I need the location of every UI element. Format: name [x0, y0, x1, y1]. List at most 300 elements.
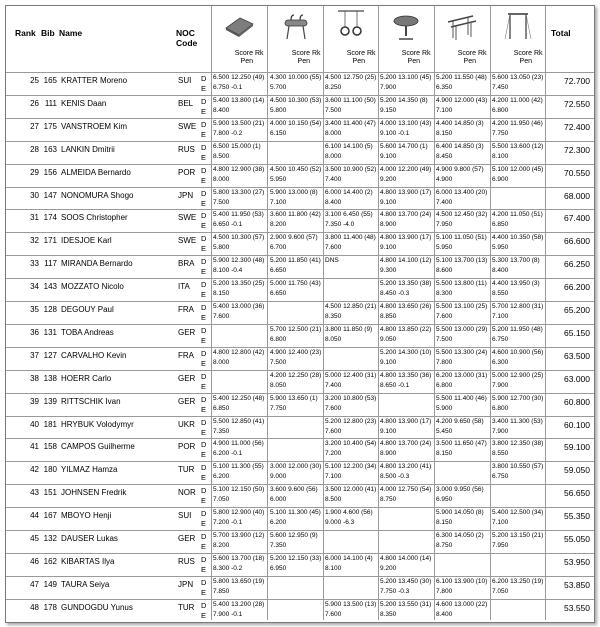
rank-cell: 40 — [30, 419, 39, 429]
noc-cell: BRA — [178, 259, 195, 269]
noc-cell: BEL — [178, 98, 194, 108]
rings-icon — [334, 8, 368, 44]
score-label: Score — [513, 50, 532, 57]
e-score-line: 9.050 — [380, 335, 397, 343]
d-score-line: 5.400 13.200 (28) — [213, 600, 265, 608]
e-score-label: E — [201, 610, 207, 620]
apparatus-score-cell — [323, 302, 378, 324]
d-score-line: 5.600 14.700 (1) — [380, 142, 428, 150]
e-score-label: E — [201, 587, 207, 597]
athlete-name: VANSTROEM Kim — [61, 121, 128, 131]
d-score-line: 5.900 13.000 (8) — [270, 188, 318, 196]
noc-cell: GER — [178, 373, 196, 383]
d-score-line: 5.400 11.950 (53) — [213, 211, 264, 219]
pommel-horse-icon — [279, 8, 313, 44]
apparatus-header — [434, 6, 489, 72]
d-score-label: D — [201, 371, 207, 381]
rank-cell: 46 — [30, 556, 39, 566]
d-score-line: 4.500 10.300 (57) — [213, 234, 265, 242]
apparatus-score-cell — [268, 119, 323, 141]
apparatus-score-cell — [378, 210, 433, 232]
apparatus-score-cell — [211, 531, 266, 553]
apparatus-score-cell — [323, 96, 378, 118]
e-score-label: E — [201, 542, 207, 551]
apparatus-score-cell — [378, 554, 433, 576]
apparatus-score-cell — [490, 96, 545, 118]
d-score-line: 5.200 13.100 (45) — [380, 74, 432, 81]
apparatus-score-cell — [434, 600, 489, 622]
apparatus-score-cell — [268, 485, 323, 507]
d-score-line: 4.800 12.900 (38) — [213, 165, 265, 173]
athlete-name: MOZZATO Nicolo — [61, 282, 124, 292]
total-score: 66.250 — [564, 259, 590, 270]
penalty-label: Pen — [407, 58, 420, 65]
e-score-line: 6.800 — [270, 335, 287, 343]
d-score-line: 3.800 12.350 (38) — [492, 440, 544, 448]
rank-cell: 41 — [30, 442, 39, 452]
d-score-label: D — [201, 440, 207, 450]
apparatus-score-cell — [378, 119, 433, 141]
d-score-line: 4.800 14.000 (14) — [380, 554, 432, 562]
apparatus-header — [490, 6, 545, 72]
d-score-line: 6.000 13.400 (20) — [436, 188, 488, 196]
apparatus-score-cell — [211, 508, 266, 530]
d-score-line: 4.200 11.050 (51) — [492, 211, 543, 219]
d-score-label: D — [201, 554, 207, 564]
penalty-label: Pen — [352, 58, 365, 65]
d-score-line: 3.500 11.650 (47) — [436, 440, 487, 448]
athlete-name: IDESJOE Karl — [61, 236, 112, 246]
table-row — [6, 507, 594, 530]
d-score-line: 3.000 12.000 (30) — [270, 463, 322, 471]
bib-cell: 111 — [44, 98, 57, 108]
e-score-label: E — [201, 450, 207, 460]
apparatus-score-cell — [268, 371, 323, 393]
e-score-label: E — [201, 473, 207, 483]
d-score-line: 4.500 10.450 (52) — [270, 165, 322, 173]
d-score-line: 5.100 12.150 (50) — [213, 486, 265, 494]
apparatus-score-cell — [490, 325, 545, 347]
e-score-line: 7.900 — [492, 381, 509, 389]
d-score-line: 5.200 12.800 (23) — [325, 417, 377, 425]
apparatus-score-cell — [490, 119, 545, 141]
d-score-label: D — [201, 188, 207, 198]
apparatus-score-cell — [490, 165, 545, 187]
d-score-label: D — [201, 280, 207, 290]
d-score-line: 4.800 13.350 (36) — [380, 371, 432, 379]
d-score-line: 5.200 14.300 (10) — [380, 348, 432, 356]
e-score-line: 7.600 — [325, 610, 342, 618]
d-score-line: 5.200 13.550 (31) — [380, 600, 432, 608]
apparatus-score-cell — [323, 325, 378, 347]
apparatus-score-cell — [268, 279, 323, 301]
apparatus-score-cell — [268, 325, 323, 347]
e-score-line: 9.100 — [380, 244, 397, 252]
rank-cell: 31 — [30, 213, 39, 223]
apparatus-score-cell — [434, 325, 489, 347]
e-score-line: 8.400 — [492, 267, 509, 275]
d-score-line: 5.900 13.500 (13) — [325, 600, 377, 608]
table-row — [6, 164, 594, 187]
results-table — [5, 5, 595, 623]
e-score-label: E — [201, 152, 207, 162]
apparatus-score-cell — [211, 233, 266, 255]
athlete-name: TAURA Seiya — [61, 579, 110, 589]
apparatus-score-cell — [211, 142, 266, 164]
apparatus-score-cell — [434, 508, 489, 530]
apparatus-score-cell — [378, 96, 433, 118]
d-score-line: 6.200 13.000 (31) — [436, 371, 488, 379]
total-score: 53.850 — [564, 579, 590, 590]
e-score-line: 8.500 — [213, 152, 230, 160]
e-score-line: 9.000 — [270, 473, 287, 481]
noc-cell: UKR — [178, 419, 195, 429]
athlete-name: JOHNSEN Fredrik — [61, 488, 127, 498]
bib-cell: 162 — [43, 556, 57, 566]
apparatus-score-cell — [434, 233, 489, 255]
apparatus-score-cell — [434, 417, 489, 439]
d-score-line: 4.000 13.100 (43) — [380, 119, 432, 127]
d-score-line: 4.800 13.900 (17) — [380, 417, 432, 425]
rank-cell: 38 — [30, 373, 39, 383]
apparatus-score-cell — [268, 577, 323, 599]
d-score-line: 2.900 9.600 (57) — [270, 234, 318, 242]
e-score-line: 6.850 — [492, 221, 509, 229]
e-score-line: 6.850 — [213, 404, 230, 412]
apparatus-score-cell — [211, 417, 266, 439]
apparatus-score-cell — [211, 210, 266, 232]
e-score-line: 7.050 — [213, 496, 230, 504]
athlete-name: DEGOUY Paul — [61, 305, 114, 314]
e-score-line: 5.800 — [213, 244, 230, 252]
apparatus-score-cell — [490, 577, 545, 599]
e-score-label: E — [201, 335, 207, 345]
e-score-line: 9.100 — [380, 198, 397, 206]
d-score-line: 6.300 14.050 (2) — [436, 532, 484, 539]
e-score-line: 8.300 -0.2 — [213, 564, 243, 572]
e-score-line: 8.900 — [380, 450, 397, 458]
d-score-line: 5.400 13.000 (36) — [213, 303, 265, 310]
noc-cell: SWE — [178, 121, 197, 131]
e-score-line: 6.950 — [270, 564, 287, 572]
apparatus-score-cell — [378, 508, 433, 530]
e-score-line: 6.650 -0.1 — [213, 221, 243, 229]
e-score-line: 7.500 — [436, 335, 453, 343]
d-score-line: 5.000 12.400 (31) — [325, 371, 377, 379]
score-label: Score — [291, 50, 310, 57]
e-score-label: E — [201, 564, 207, 574]
bib-cell: 163 — [43, 144, 57, 154]
e-score-label: E — [201, 84, 207, 93]
d-score-line: 5.100 12.200 (34) — [325, 463, 377, 471]
e-score-line: 6.650 — [270, 290, 287, 298]
rank-cell: 34 — [30, 282, 39, 292]
e-score-line: 7.100 — [270, 198, 287, 206]
d-score-line: 1.900 4.600 (56) — [325, 509, 373, 517]
d-score-line: 3.400 11.400 (47) — [325, 119, 376, 127]
d-score-label: D — [201, 325, 207, 335]
rank-label: Rk — [422, 50, 431, 57]
athlete-name: LANKIN Dmitrii — [61, 144, 115, 154]
d-score-line: 4.400 14.850 (3) — [436, 119, 484, 127]
e-score-line: 9.000 -6.3 — [325, 519, 355, 527]
rank-label: Rk — [312, 50, 321, 57]
noc-cell: GER — [178, 327, 196, 337]
rank-cell: 43 — [30, 488, 39, 498]
athlete-name: KRATTER Moreno — [61, 76, 128, 85]
e-score-line: 8.050 — [270, 381, 287, 389]
e-score-line: 9.300 — [380, 267, 397, 275]
e-score-line: 7.350 — [213, 427, 230, 435]
apparatus-score-cell — [434, 531, 489, 553]
bib-cell: 178 — [43, 602, 57, 612]
apparatus-score-cell — [490, 600, 545, 622]
apparatus-score-cell — [211, 119, 266, 141]
table-row — [6, 209, 594, 232]
e-score-line: 7.600 — [325, 244, 342, 252]
apparatus-score-cell — [268, 394, 323, 416]
d-score-line: 3.200 10.400 (54) — [325, 440, 377, 448]
apparatus-score-cell — [323, 256, 378, 278]
e-score-line: 8.400 — [325, 198, 342, 206]
noc-cell: TUR — [178, 602, 195, 612]
apparatus-header — [323, 6, 378, 72]
d-score-line: 3.800 11.850 (9) — [325, 325, 373, 333]
e-score-line: 5.450 — [436, 427, 453, 435]
d-score-line: 5.200 13.450 (30) — [380, 577, 432, 585]
e-score-line: 6.300 — [492, 358, 509, 366]
score-label: Score — [401, 50, 420, 57]
e-score-label: E — [201, 129, 207, 139]
e-score-line: 8.850 — [380, 313, 397, 320]
apparatus-score-cell — [211, 348, 266, 370]
apparatus-score-cell — [378, 577, 433, 599]
apparatus-score-cell — [323, 188, 378, 210]
noc-cell: JPN — [178, 579, 194, 589]
e-score-line: 8.300 — [436, 290, 453, 298]
rank-cell: 28 — [30, 144, 39, 154]
e-score-line: 8.550 — [492, 290, 509, 298]
apparatus-score-cell — [490, 142, 545, 164]
e-score-line: 7.850 — [213, 587, 230, 595]
total-score: 55.050 — [564, 534, 590, 544]
apparatus-score-cell — [211, 462, 266, 484]
e-score-line: 7.200 -0.1 — [213, 519, 243, 527]
apparatus-score-cell — [490, 508, 545, 530]
table-row — [6, 255, 594, 278]
apparatus-score-cell — [378, 142, 433, 164]
e-score-line: 7.500 — [270, 358, 287, 366]
apparatus-score-cell — [434, 439, 489, 461]
rank-label: Rk — [534, 50, 543, 57]
apparatus-score-cell — [378, 462, 433, 484]
e-score-label: E — [201, 519, 207, 529]
d-score-line: 5.200 11.950 (48) — [492, 325, 543, 333]
e-score-label: E — [201, 244, 207, 254]
noc-cell: JPN — [178, 190, 194, 200]
e-score-label: E — [201, 427, 207, 437]
d-score-line: DNS — [325, 257, 339, 265]
d-score-line: 5.100 12.000 (45) — [492, 165, 544, 173]
e-score-line: 6.350 — [436, 84, 453, 91]
apparatus-score-cell — [490, 279, 545, 301]
rank-cell: 29 — [30, 167, 39, 177]
apparatus-score-cell — [490, 417, 545, 439]
d-score-line: 4.900 12.400 (23) — [270, 348, 322, 356]
rank-cell: 27 — [30, 121, 39, 131]
d-score-label: D — [201, 96, 207, 106]
apparatus-score-cell — [490, 485, 545, 507]
d-score-line: 4.800 13.700 (24) — [380, 440, 432, 448]
apparatus-score-cell — [323, 119, 378, 141]
apparatus-score-cell — [323, 577, 378, 599]
noc-cell: SWE — [178, 236, 197, 246]
d-score-line: 5.900 12.700 (30) — [492, 394, 544, 402]
apparatus-score-cell — [490, 210, 545, 232]
table-row — [6, 72, 594, 95]
d-score-line: 4.500 12.750 (25) — [325, 74, 377, 81]
athlete-name: ALMEIDA Bernardo — [61, 167, 131, 177]
d-score-line: 5.500 13.000 (29) — [436, 325, 488, 333]
table-row — [6, 324, 594, 347]
noc-cell: RUS — [178, 144, 195, 154]
apparatus-score-cell — [268, 439, 323, 461]
rank-cell: 39 — [30, 396, 39, 406]
table-row — [6, 141, 594, 164]
d-score-label: D — [201, 74, 207, 83]
table-row — [6, 553, 594, 576]
apparatus-score-cell — [378, 531, 433, 553]
apparatus-score-cell — [323, 508, 378, 530]
d-score-line: 5.500 13.300 (24) — [436, 348, 488, 356]
bib-cell: 139 — [43, 396, 57, 406]
apparatus-score-cell — [434, 256, 489, 278]
e-score-line: 8.450 — [436, 152, 453, 160]
total-score: 68.000 — [564, 190, 590, 201]
apparatus-score-cell — [378, 188, 433, 210]
e-score-line: 8.000 — [325, 152, 342, 160]
apparatus-score-cell — [378, 348, 433, 370]
apparatus-score-cell — [211, 73, 266, 95]
e-score-label: E — [201, 290, 207, 300]
d-score-line: 4.200 11.950 (46) — [492, 119, 543, 127]
d-score-label: D — [201, 348, 207, 358]
apparatus-score-cell — [268, 256, 323, 278]
d-score-line: 4.800 12.800 (42) — [213, 348, 265, 356]
total-score: 53.950 — [564, 556, 590, 567]
apparatus-score-cell — [378, 233, 433, 255]
apparatus-score-cell — [378, 394, 433, 416]
total-score: 67.400 — [564, 213, 590, 224]
d-score-line: 3.600 11.800 (42) — [270, 211, 321, 219]
d-score-line: 5.100 13.700 (13) — [436, 257, 488, 265]
noc-cell: FRA — [178, 350, 194, 360]
rank-header: Rank — [15, 28, 36, 38]
d-score-line: 4.800 13.650 (26) — [380, 303, 432, 310]
e-score-line: 8.200 — [270, 221, 287, 229]
apparatus-score-cell — [378, 600, 433, 622]
d-score-line: 4.900 11.000 (56) — [213, 440, 264, 448]
bib-cell: 167 — [43, 511, 57, 521]
bib-cell: 147 — [43, 190, 57, 200]
vault-icon — [389, 8, 423, 44]
e-score-line: 7.900 — [492, 427, 509, 435]
d-score-line: 4.800 13.900 (17) — [380, 234, 432, 242]
apparatus-score-cell — [490, 531, 545, 553]
bib-cell: 165 — [43, 76, 57, 85]
bib-cell: 117 — [44, 259, 57, 269]
d-score-line: 6.200 13.250 (19) — [492, 577, 544, 585]
d-score-label: D — [201, 532, 207, 541]
apparatus-score-cell — [268, 348, 323, 370]
d-score-line: 4.000 12.750 (54) — [380, 486, 432, 494]
apparatus-score-cell — [211, 485, 266, 507]
e-score-line: 8.000 — [213, 358, 230, 366]
table-row — [6, 278, 594, 301]
d-score-line: 5.200 11.550 (48) — [436, 74, 487, 81]
total-score: 56.650 — [564, 488, 590, 499]
noc-cell: SWE — [178, 213, 197, 223]
e-score-label: E — [201, 198, 207, 208]
e-score-label: E — [201, 267, 207, 277]
e-score-line: 8.150 — [436, 450, 453, 458]
athlete-name: NONOMURA Shogo — [61, 190, 134, 200]
d-score-line: 5.600 13.050 (23) — [492, 74, 544, 81]
d-score-label: D — [201, 165, 207, 175]
d-score-label: D — [201, 509, 207, 519]
e-score-line: 7.400 — [325, 175, 342, 183]
apparatus-score-cell — [268, 142, 323, 164]
bib-cell: 158 — [43, 442, 57, 452]
apparatus-score-cell — [323, 394, 378, 416]
d-score-line: 3.600 11.100 (50) — [325, 96, 376, 104]
apparatus-score-cell — [323, 279, 378, 301]
bib-cell: 127 — [43, 350, 57, 360]
d-score-label: D — [201, 234, 207, 244]
apparatus-score-cell — [378, 485, 433, 507]
d-score-line: 4.000 12.200 (49) — [380, 165, 432, 173]
d-score-line: 4.900 12.000 (43) — [436, 96, 488, 104]
penalty-label: Pen — [240, 58, 253, 65]
e-score-line: 5.800 — [270, 106, 287, 114]
e-score-line: 8.150 — [436, 129, 453, 137]
d-score-line: 5.100 11.300 (55) — [213, 463, 264, 471]
table-header — [6, 6, 594, 72]
e-score-line: 5.950 — [436, 244, 453, 252]
e-score-line: 7.600 — [213, 313, 230, 320]
d-score-line: 6.000 14.400 (2) — [325, 188, 373, 196]
d-score-line: 4.800 14.100 (12) — [380, 257, 432, 265]
e-score-line: 8.500 -0.3 — [380, 473, 410, 481]
apparatus-score-cell — [323, 348, 378, 370]
e-score-line: 7.350 — [270, 542, 287, 549]
apparatus-score-cell — [323, 142, 378, 164]
rank-cell: 44 — [30, 511, 39, 521]
apparatus-score-cell — [434, 394, 489, 416]
athlete-name: CAMPOS Guilherme — [61, 442, 135, 452]
d-score-line: 5.000 11.750 (43) — [270, 280, 321, 288]
rank-cell: 48 — [30, 602, 39, 612]
e-score-label: E — [201, 496, 207, 506]
e-score-line: 8.450 -0.3 — [380, 290, 410, 298]
e-score-line: 8.900 — [380, 221, 397, 229]
e-score-line: 7.600 — [325, 427, 342, 435]
d-score-line: 3.800 11.400 (48) — [325, 234, 376, 242]
apparatus-score-cell — [490, 73, 545, 95]
d-score-line: 4.800 13.850 (22) — [380, 325, 432, 333]
rank-cell: 45 — [30, 534, 39, 543]
rank-cell: 42 — [30, 465, 39, 475]
